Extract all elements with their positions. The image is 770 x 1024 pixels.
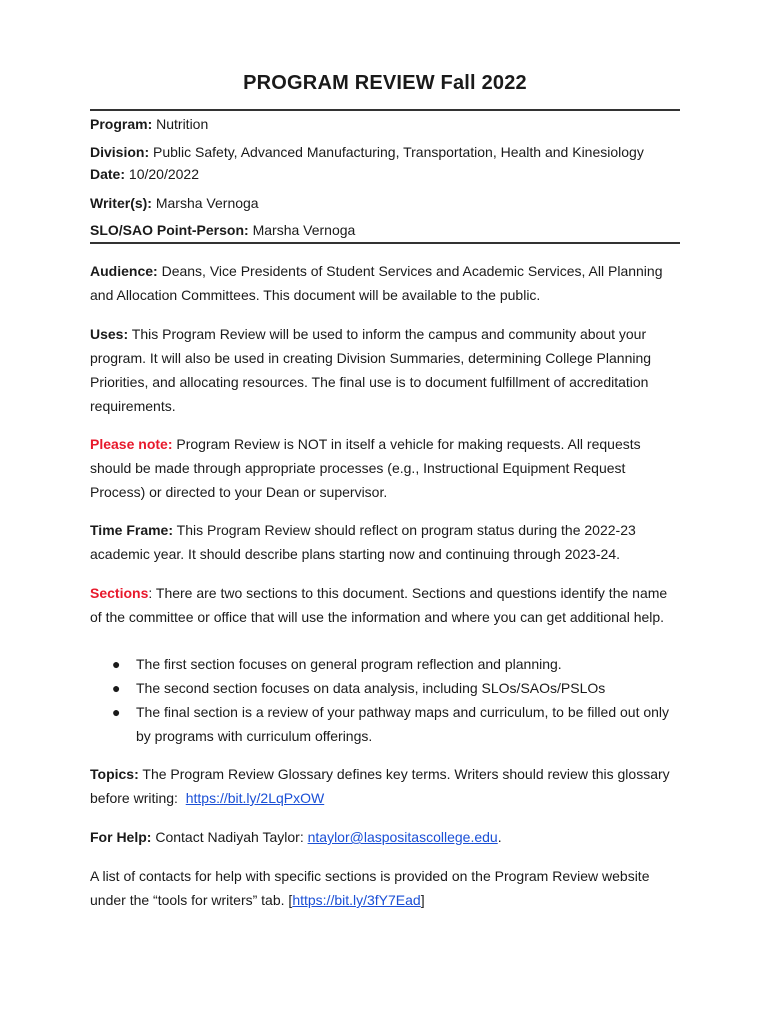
division-label: Division: xyxy=(90,144,150,160)
page-title: PROGRAM REVIEW Fall 2022 xyxy=(243,72,527,94)
sections-text: : There are two sections to this document. Sections and questions identify the name of the committee or office that will use the information and where you can get additional help. xyxy=(90,585,668,625)
help-paragraph xyxy=(90,825,680,849)
date-label: Date: xyxy=(90,166,126,182)
uses-label: Uses: xyxy=(90,326,129,342)
sections-label: Sections xyxy=(90,585,149,601)
list-item xyxy=(90,652,680,676)
program-value: Nutrition xyxy=(156,116,209,132)
help-text: Contact Nadiyah Taylor: xyxy=(155,829,304,845)
bottom-divider xyxy=(90,242,680,244)
topics-paragraph xyxy=(90,762,680,810)
audience-paragraph xyxy=(90,259,680,307)
program-label: Program: xyxy=(90,116,153,132)
help-end: . xyxy=(497,829,502,845)
sections-list xyxy=(90,652,680,748)
audience-label: Audience: xyxy=(90,263,158,279)
top-divider xyxy=(90,109,680,111)
writers-value: Marsha Vernoga xyxy=(155,195,259,211)
point-person-value: Marsha Vernoga xyxy=(252,222,356,238)
uses-text: This Program Review will be used to inform the campus and community about your program. It will also be used in creating Division Summaries, determining College Planning Priorities, and allocating resources. The final use is to document fulfillment of accreditation requirements. xyxy=(90,326,652,414)
contacts-paragraph xyxy=(90,864,680,912)
audience-text: Deans, Vice Presidents of Student Services and Academic Services, All Planning and Allocation Committees. This document will be available to the public. xyxy=(90,263,663,303)
program-field xyxy=(90,115,690,133)
list-item xyxy=(90,676,680,700)
point-person-label: SLO/SAO Point-Person: xyxy=(90,222,249,238)
contacts-end: ] xyxy=(420,892,425,908)
help-email-link[interactable]: ntaylor@laspositascollege.edu xyxy=(307,829,498,845)
writers-label: Writer(s): xyxy=(90,195,152,211)
note-text: Program Review is NOT in itself a vehicle for making requests. All requests should be made through appropriate processes (e.g., Instructional Equipment Request Process) or directed to your Dean or supervisor. xyxy=(90,436,641,500)
point-person-field xyxy=(90,221,690,239)
list-item-text: The second section focuses on data analysis, including SLOs/SAOs/PSLOs xyxy=(136,680,606,696)
division-value: Public Safety, Advanced Manufacturing, Transportation, Health and Kinesiology xyxy=(153,144,644,160)
note-paragraph xyxy=(90,432,680,504)
list-item-text: The first section focuses on general program reflection and planning. xyxy=(136,656,562,672)
topics-label: Topics: xyxy=(90,766,139,782)
writers-field xyxy=(90,194,690,212)
uses-paragraph xyxy=(90,322,680,418)
list-item xyxy=(90,700,680,748)
note-label: Please note: xyxy=(90,436,173,452)
sections-paragraph xyxy=(90,581,680,629)
bullet-icon: ● xyxy=(112,656,121,672)
timeframe-label: Time Frame: xyxy=(90,522,173,538)
contacts-link[interactable]: https://bit.ly/3fY7Ead xyxy=(292,892,421,908)
bullet-icon: ● xyxy=(112,680,121,696)
topics-text: The Program Review Glossary defines key terms. Writers should review this glossary before writing: xyxy=(90,766,670,806)
glossary-link[interactable]: https://bit.ly/2LqPxOW xyxy=(185,790,325,806)
contacts-text: A list of contacts for help with specific sections is provided on the Program Review website under the “tools for writers” tab. [ xyxy=(90,868,650,908)
timeframe-paragraph xyxy=(90,518,680,566)
date-value: 10/20/2022 xyxy=(128,166,199,182)
date-field xyxy=(90,165,690,183)
division-field xyxy=(90,143,690,161)
timeframe-text: This Program Review should reflect on program status during the 2022-23 academic year. It should describe plans starting now and continuing through 2023-24. xyxy=(90,522,636,562)
help-label: For Help: xyxy=(90,829,152,845)
list-item-text: The final section is a review of your pathway maps and curriculum, to be filled out only by programs with curriculum offerings. xyxy=(136,704,670,744)
bullet-icon: ● xyxy=(112,704,121,720)
